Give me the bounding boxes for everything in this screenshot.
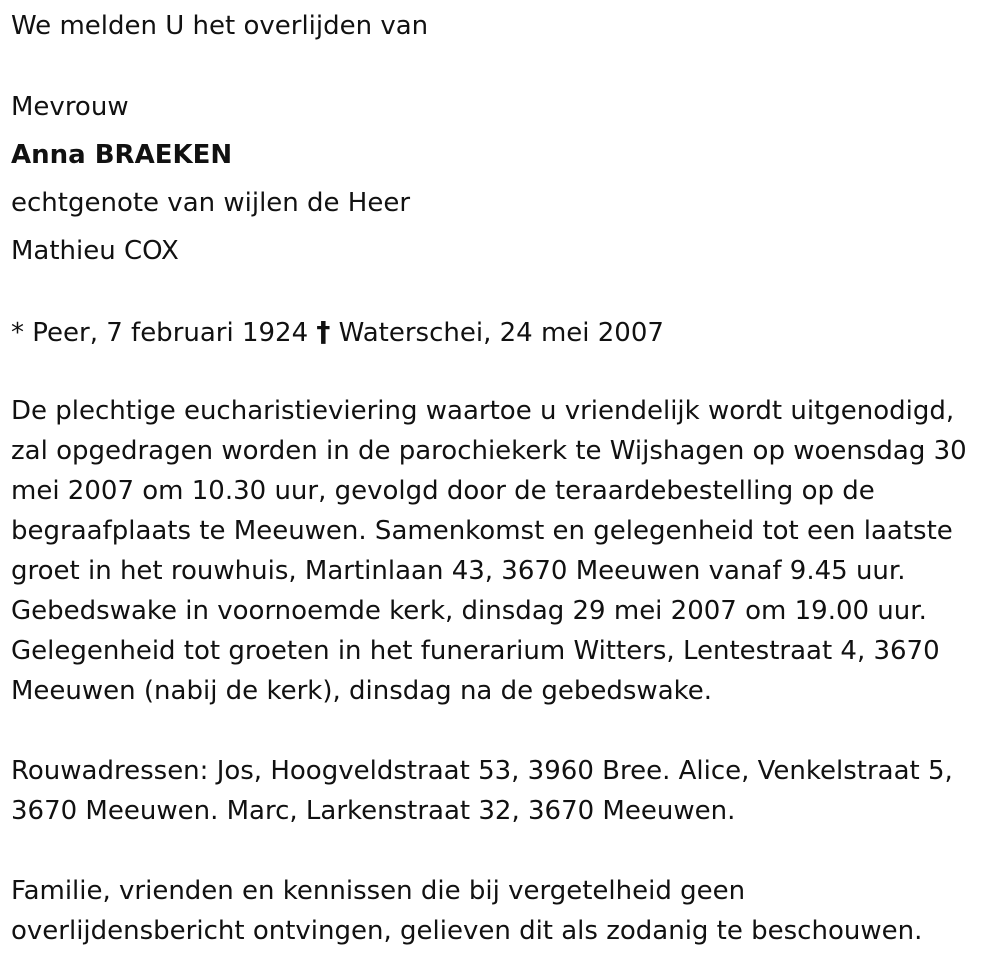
death-text: Waterschei, 24 mei 2007 xyxy=(338,318,664,348)
addresses-paragraph xyxy=(11,751,991,831)
addresses-line: 3670 Meeuwen. Marc, Larkenstraat 32, 3670 Meeuwen. xyxy=(11,796,736,826)
ceremony-line: zal opgedragen worden in de parochiekerk te Wijshagen op woensdag 30 xyxy=(11,436,967,466)
closing-line: Familie, vrienden en kennissen die bij vergetelheid geen xyxy=(11,876,746,906)
ceremony-line: groet in het rouwhuis, Martinlaan 43, 3670 Meeuwen vanaf 9.45 uur. xyxy=(11,556,906,586)
ceremony-line: Gebedswake in voornoemde kerk, dinsdag 29 mei 2007 om 19.00 uur. xyxy=(11,596,927,626)
ceremony-paragraph xyxy=(11,391,991,711)
cross-icon: † xyxy=(316,315,331,348)
birth-text: * Peer, 7 februari 1924 xyxy=(11,318,309,348)
spouse-name: Mathieu COX xyxy=(11,236,179,266)
ceremony-line: begraafplaats te Meeuwen. Samenkomst en gelegenheid tot een laatste xyxy=(11,516,953,546)
title-text: Mevrouw xyxy=(11,92,129,122)
intro-text: We melden U het overlijden van xyxy=(11,11,429,41)
spouse-line: echtgenote van wijlen de Heer xyxy=(11,188,411,218)
ceremony-line: mei 2007 om 10.30 uur, gevolgd door de teraardebestelling op de xyxy=(11,476,875,506)
deceased-name: Anna BRAEKEN xyxy=(11,140,233,170)
addresses-line: Rouwadressen: Jos, Hoogveldstraat 53, 3960 Bree. Alice, Venkelstraat 5, xyxy=(11,756,953,786)
closing-line: overlijdensbericht ontvingen, gelieven dit als zodanig te beschouwen. xyxy=(11,916,923,946)
ceremony-line: De plechtige eucharistieviering waartoe u vriendelijk wordt uitgenodigd, xyxy=(11,396,955,426)
ceremony-line: Meeuwen (nabij de kerk), dinsdag na de gebedswake. xyxy=(11,676,713,706)
dates-line xyxy=(11,315,664,348)
closing-paragraph xyxy=(11,871,991,951)
ceremony-line: Gelegenheid tot groeten in het funerarium Witters, Lentestraat 4, 3670 xyxy=(11,636,940,666)
